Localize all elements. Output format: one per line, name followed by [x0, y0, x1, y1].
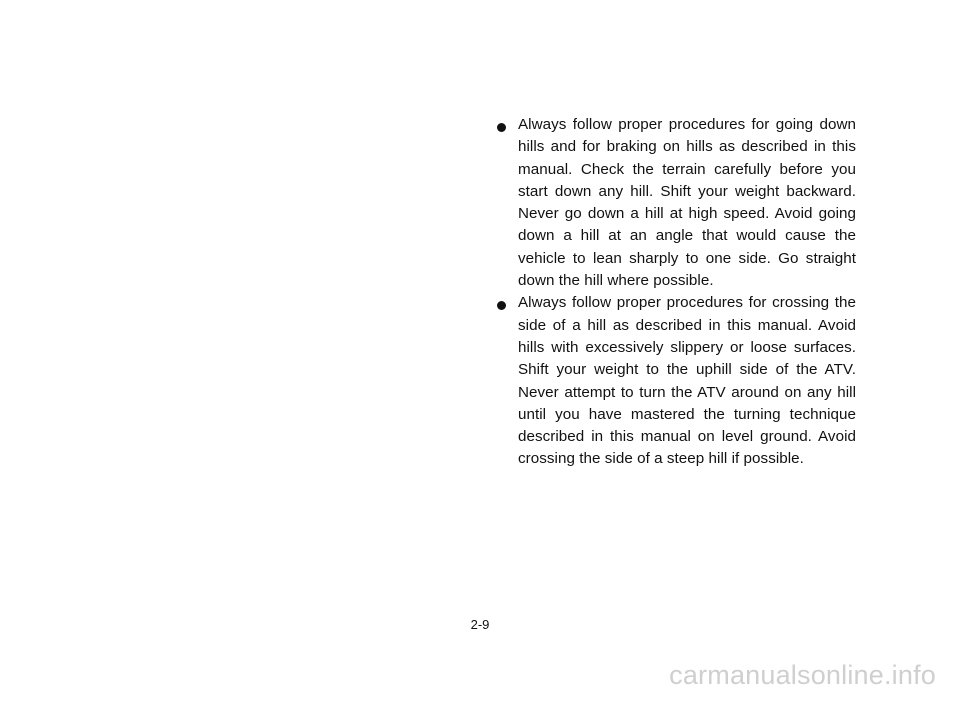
bullet-icon	[497, 301, 506, 310]
bullet-item	[497, 292, 856, 470]
bullet-text: Always follow proper procedures for going down hills and for braking on hills as described in this manual. Check the terrain carefully before you start down any hill. Shift your weight backward. Never go down a hill at high speed. Avoid going down a hill at an angle that would cause the vehicle to lean sharply to one side. Go straight down the hill where possible.	[518, 116, 856, 290]
bullet-text: Always follow proper procedures for crossing the side of a hill as described in this manual. Avoid hills with excessively slippery or loose surfaces. Shift your weight to the uphill side of the ATV. Never attempt to turn the ATV around on any hill until you have mastered the turning technique described in this manual on level ground. Avoid crossing the side of a steep hill if possible.	[518, 294, 856, 468]
watermark: carmanualsonline.info	[669, 660, 936, 690]
bullet-icon	[497, 123, 506, 132]
text-column	[497, 114, 856, 471]
page-number: 2-9	[470, 617, 490, 632]
bullet-item	[497, 114, 856, 292]
